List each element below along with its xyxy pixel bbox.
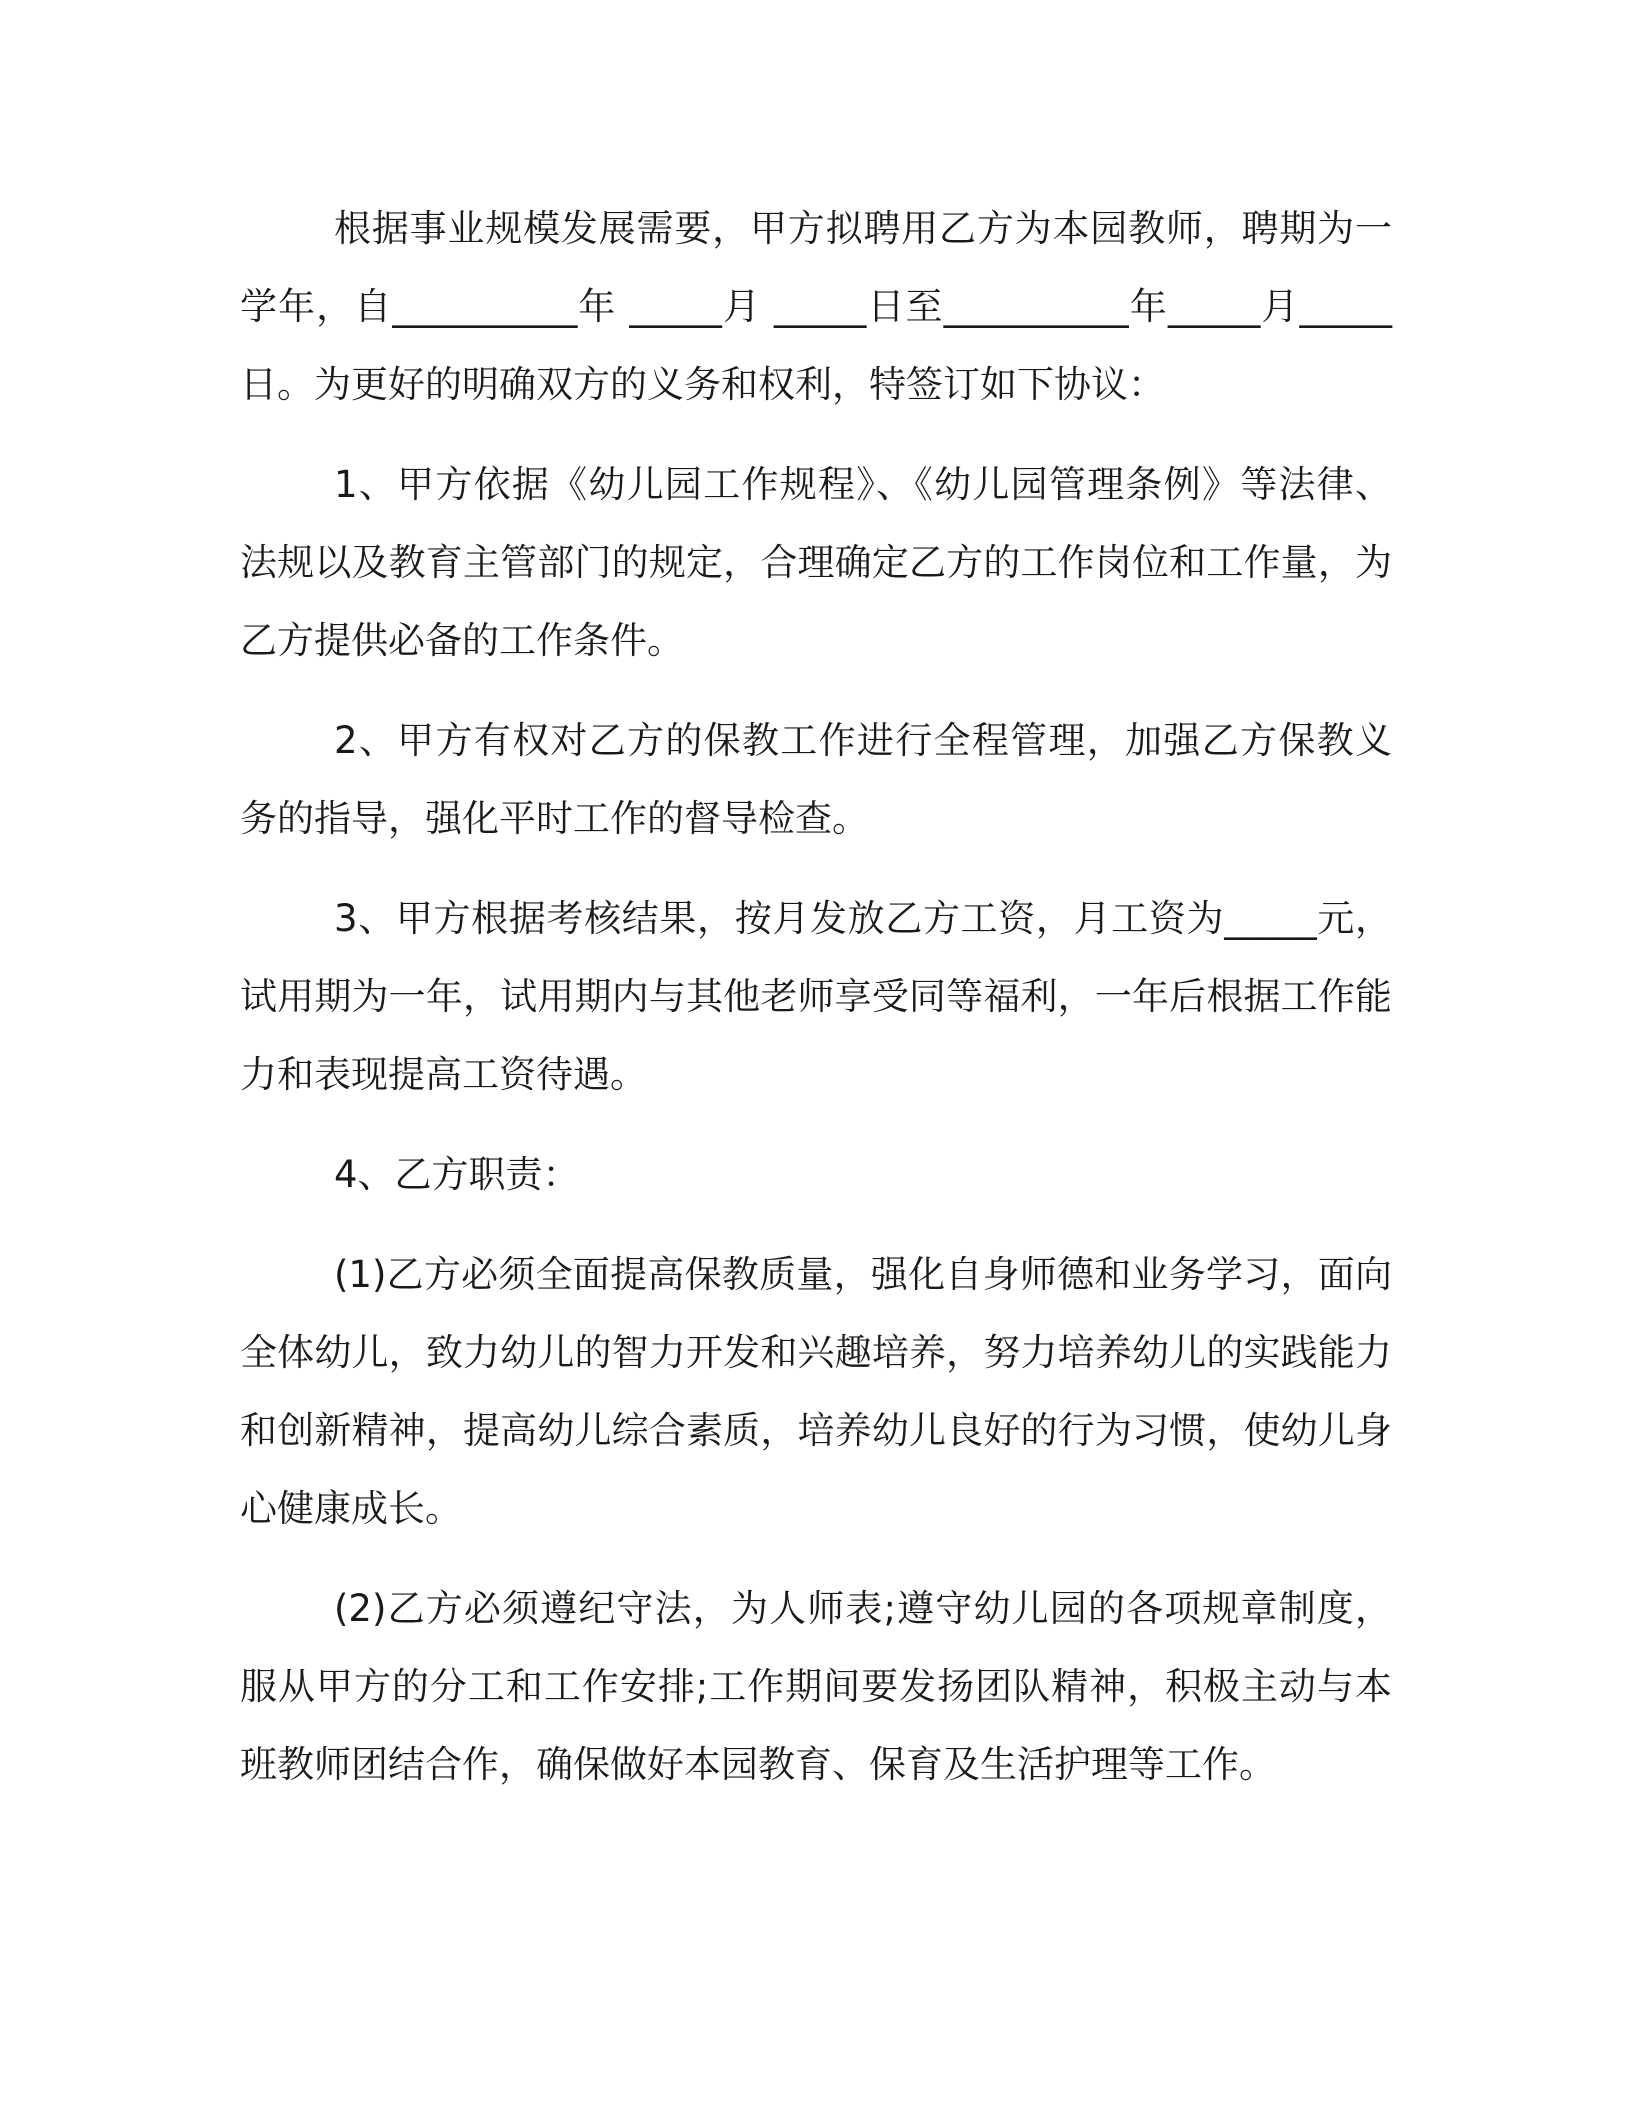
paragraph-duty-1: (1)乙方必须全面提高保教质量，强化自身师德和业务学习，面向全体幼儿，致力幼儿的智力开发和兴趣培养，努力培养幼儿的实践能力和创新精神，提高幼儿综合素质，培养幼儿良好的行为习惯，使幼儿身心健康成长。 [240,1253,1392,1530]
paragraph-clause-4-heading: 4、乙方职责： [334,1153,580,1196]
paragraph-clause-2: 2、甲方有权对乙方的保教工作进行全程管理，加强乙方保教义务的指导，强化平时工作的督导检查。 [240,719,1392,840]
paragraph-intro: 根据事业规模发展需要，甲方拟聘用乙方为本园教师，聘期为一学年，自__________年 _____月 _____日至__________年_____月_____日。为更好的明确双方的义务和权利，特签订如下协议： [240,207,1392,406]
document-body [240,190,1392,1826]
paragraph-duty-2: (2)乙方必须遵纪守法，为人师表;遵守幼儿园的各项规章制度，服从甲方的分工和工作安排;工作期间要发扬团队精神，积极主动与本班教师团结合作，确保做好本园教育、保育及生活护理等工作。 [240,1587,1392,1786]
paragraph-clause-1: 1、甲方依据《幼儿园工作规程》、《幼儿园管理条例》等法律、法规以及教育主管部门的规定，合理确定乙方的工作岗位和工作量，为乙方提供必备的工作条件。 [240,463,1392,662]
paragraph-clause-3: 3、甲方根据考核结果，按月发放乙方工资，月工资为_____元，试用期为一年，试用期内与其他老师享受同等福利，一年后根据工作能力和表现提高工资待遇。 [240,897,1392,1096]
